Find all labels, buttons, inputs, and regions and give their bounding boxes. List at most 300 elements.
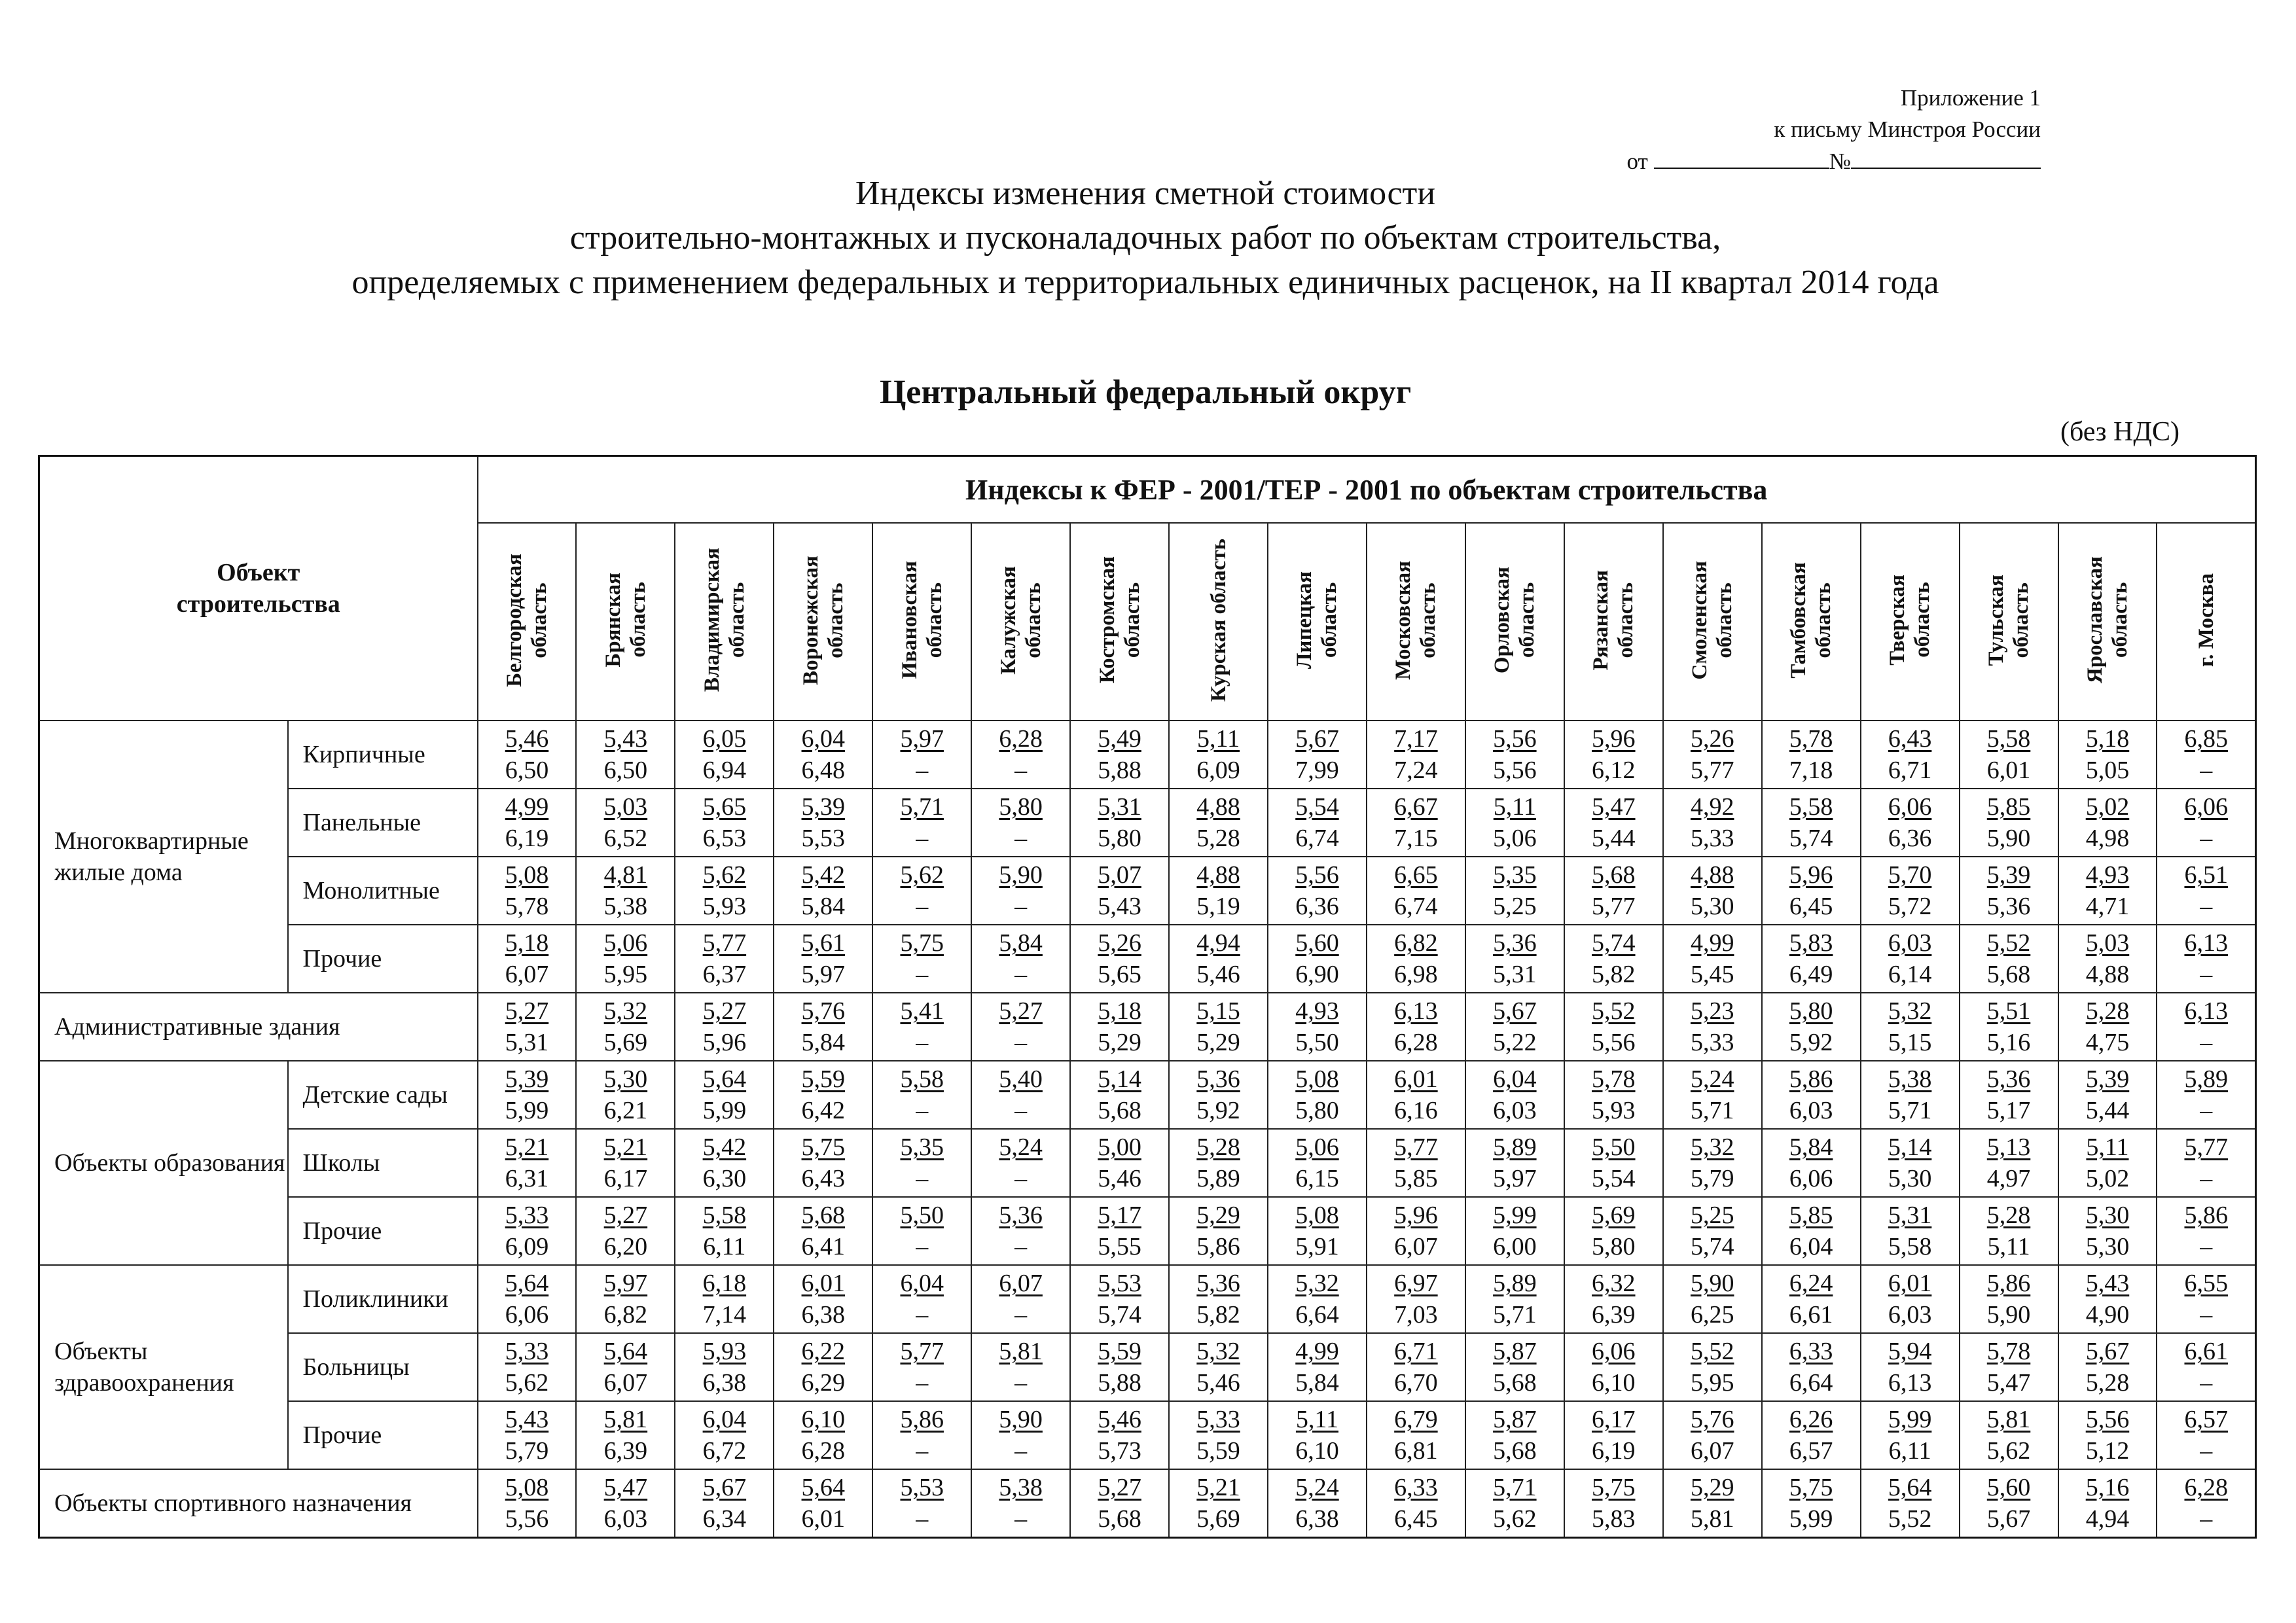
ter-index: 5,79 (505, 1437, 549, 1465)
fer-index: 5,52 (1592, 997, 1636, 1025)
index-cell (1268, 721, 1367, 789)
ter-index: 5,43 (1098, 893, 1141, 920)
fer-index: 5,86 (900, 1406, 944, 1433)
object-subtype: Детские сады (288, 1061, 478, 1129)
ter-index: 6,50 (505, 757, 549, 784)
fer-index: 5,52 (1690, 1338, 1734, 1365)
ter-index: 5,31 (505, 1029, 549, 1056)
fer-index: 5,06 (1295, 1133, 1339, 1161)
ter-index: 5,56 (1592, 1029, 1636, 1056)
ter-index: 6,64 (1789, 1369, 1833, 1397)
index-cell (1762, 925, 1861, 993)
index-cell (774, 857, 872, 925)
object-header-text: Объект строительства (176, 559, 340, 618)
fer-index: 6,33 (1394, 1474, 1438, 1501)
ter-index: 6,01 (1986, 757, 2031, 784)
ter-index: 7,18 (1789, 757, 1833, 784)
index-cell (1861, 1129, 1960, 1197)
index-cell (1663, 1469, 1762, 1538)
ter-index: – (916, 1369, 929, 1397)
fer-index: 4,88 (1690, 861, 1734, 889)
fer-index: 5,64 (1888, 1474, 1932, 1501)
ter-index: 5,25 (1493, 893, 1537, 920)
index-cell (1762, 789, 1861, 857)
fer-index: 5,47 (1592, 793, 1636, 821)
ter-index: 5,71 (1493, 1301, 1537, 1329)
index-cell (774, 993, 872, 1061)
ter-index: 5,22 (1493, 1029, 1537, 1056)
region-header (576, 523, 675, 721)
ter-index: 6,43 (801, 1165, 846, 1192)
table-row (39, 721, 2256, 789)
fer-index: 5,75 (1592, 1474, 1636, 1501)
index-cell (971, 993, 1070, 1061)
fer-index: 5,11 (1295, 1406, 1339, 1433)
fer-index: 4,88 (1196, 793, 1240, 821)
index-cell (576, 925, 675, 993)
ter-index: 6,64 (1295, 1301, 1339, 1329)
index-cell (1070, 1197, 1169, 1265)
ter-index: 6,81 (1394, 1437, 1438, 1465)
region-name: Курская область (1206, 538, 1230, 702)
ter-index: 6,07 (1690, 1437, 1734, 1465)
region-header (1960, 523, 2058, 721)
index-cell (1367, 857, 1465, 925)
appendix-number-blank (1851, 145, 2041, 169)
index-cell (2058, 1129, 2157, 1197)
ter-index: 5,81 (1690, 1505, 1734, 1533)
appendix-line1: Приложение 1 (1900, 85, 2041, 111)
index-cell (1960, 1129, 2058, 1197)
fer-index: 5,43 (603, 725, 648, 753)
ter-index: 5,55 (1098, 1233, 1141, 1260)
index-cell (1268, 1333, 1367, 1401)
ter-index: 5,58 (1888, 1233, 1932, 1260)
index-cell (2157, 1061, 2255, 1129)
fer-index: 6,01 (1888, 1270, 1932, 1297)
region-name: Белгородская область (502, 553, 551, 687)
index-cell (1465, 925, 1564, 993)
fer-index: 5,61 (801, 929, 846, 957)
index-cell (1960, 1333, 2058, 1401)
vat-note: (без НДС) (2060, 417, 2179, 447)
fer-index: 5,40 (999, 1065, 1043, 1093)
index-cell (1169, 925, 1268, 993)
index-cell (1762, 993, 1861, 1061)
ter-index: – (916, 1301, 929, 1329)
index-cell (872, 1401, 971, 1469)
ter-index: – (2200, 1097, 2213, 1124)
fer-index: 5,67 (702, 1474, 747, 1501)
fer-index: 5,80 (1789, 997, 1833, 1025)
ter-index: – (1014, 757, 1028, 784)
ter-index: 6,90 (1295, 961, 1339, 988)
fer-index: 5,96 (1592, 725, 1636, 753)
fer-index: 5,84 (1789, 1133, 1833, 1161)
fer-index: 5,27 (1098, 1474, 1141, 1501)
fer-index: 5,27 (702, 997, 747, 1025)
ter-index: 5,68 (1493, 1369, 1537, 1397)
ter-index: 5,95 (1690, 1369, 1734, 1397)
fer-index: 5,60 (1986, 1474, 2031, 1501)
fer-index: 5,30 (603, 1065, 648, 1093)
index-cell (576, 1469, 675, 1538)
fer-index: 6,03 (1888, 929, 1932, 957)
index-cell (1960, 721, 2058, 789)
index-cell (675, 1333, 774, 1401)
ter-index: 6,09 (1196, 757, 1240, 784)
ter-index: 5,62 (1493, 1505, 1537, 1533)
fer-index: 6,97 (1394, 1270, 1438, 1297)
index-cell (1564, 1129, 1663, 1197)
index-cell (1465, 1401, 1564, 1469)
ter-index: 4,75 (2085, 1029, 2130, 1056)
index-cell (576, 1197, 675, 1265)
fer-index: 5,32 (1295, 1270, 1339, 1297)
ter-index: 6,03 (1493, 1097, 1537, 1124)
ter-index: 5,69 (603, 1029, 648, 1056)
fer-index: 5,52 (1986, 929, 2031, 957)
ter-index: 6,07 (603, 1369, 648, 1397)
fer-index: 5,33 (505, 1202, 549, 1229)
fer-index: 6,17 (1592, 1406, 1636, 1433)
fer-index: 5,90 (999, 1406, 1043, 1433)
index-cell (2058, 1469, 2157, 1538)
ter-index: 6,10 (1295, 1437, 1339, 1465)
appendix-from-label: от (1626, 149, 1648, 174)
ter-index: 5,29 (1196, 1029, 1240, 1056)
fer-index: 5,85 (1789, 1202, 1833, 1229)
fer-index: 5,29 (1690, 1474, 1734, 1501)
index-cell (1861, 1197, 1960, 1265)
ter-index: – (2200, 1029, 2213, 1056)
index-cell (1861, 1401, 1960, 1469)
index-cell (2157, 1401, 2255, 1469)
index-cell (1960, 1401, 2058, 1469)
ter-index: 5,93 (702, 893, 747, 920)
ter-index: – (2200, 1437, 2213, 1465)
region-header (1564, 523, 1663, 721)
ter-index: 7,24 (1394, 757, 1438, 784)
index-cell (1465, 857, 1564, 925)
index-cell (1960, 925, 2058, 993)
index-cell (478, 857, 577, 925)
fer-index: 6,85 (2184, 725, 2228, 753)
ter-index: 7,14 (702, 1301, 747, 1329)
fer-index: 5,99 (1888, 1406, 1932, 1433)
fer-index: 5,29 (1196, 1202, 1240, 1229)
fer-index: 7,17 (1394, 725, 1438, 753)
fer-index: 5,60 (1295, 929, 1339, 957)
index-cell (2157, 1197, 2255, 1265)
region-header (1465, 523, 1564, 721)
index-cell (478, 1061, 577, 1129)
index-cell (1663, 1333, 1762, 1401)
ter-index: – (1014, 961, 1028, 988)
index-cell (971, 721, 1070, 789)
fer-index: 5,43 (505, 1406, 549, 1433)
index-cell (971, 1333, 1070, 1401)
region-name: Костромская область (1095, 556, 1144, 684)
fer-index: 5,46 (1098, 1406, 1141, 1433)
object-subtype: Прочие (288, 1401, 478, 1469)
fer-index: 6,06 (1592, 1338, 1636, 1365)
ter-index: 5,83 (1592, 1505, 1636, 1533)
region-header (1762, 523, 1861, 721)
fer-index: 5,07 (1098, 861, 1141, 889)
fer-index: 5,08 (505, 1474, 549, 1501)
index-cell (576, 721, 675, 789)
ter-index: 6,15 (1295, 1165, 1339, 1192)
fer-index: 6,79 (1394, 1406, 1438, 1433)
ter-index: 5,99 (702, 1097, 747, 1124)
index-cell (1861, 1469, 1960, 1538)
fer-index: 5,39 (505, 1065, 549, 1093)
index-cell (1762, 1129, 1861, 1197)
index-cell (1268, 1061, 1367, 1129)
ter-index: 5,46 (1196, 1369, 1240, 1397)
fer-index: 4,93 (2085, 861, 2130, 889)
ter-index: 6,36 (1888, 825, 1932, 852)
ter-index: 5,54 (1592, 1165, 1636, 1192)
ter-index: 5,68 (1493, 1437, 1537, 1465)
region-name: Орловская область (1490, 566, 1539, 674)
fer-index: 6,65 (1394, 861, 1438, 889)
fer-index: 5,84 (999, 929, 1043, 957)
fer-index: 5,97 (603, 1270, 648, 1297)
fer-index: 6,04 (801, 725, 846, 753)
fer-index: 6,10 (801, 1406, 846, 1433)
fer-index: 5,42 (801, 861, 846, 889)
ter-index: 5,77 (1592, 893, 1636, 920)
fer-index: 5,64 (702, 1065, 747, 1093)
index-cell (1070, 1265, 1169, 1333)
ter-index: 5,11 (1987, 1233, 2030, 1260)
fer-index: 5,23 (1690, 997, 1734, 1025)
ter-index: 6,48 (801, 757, 846, 784)
ter-index: 5,62 (505, 1369, 549, 1397)
ter-index: 5,74 (1690, 1233, 1734, 1260)
fer-index: 5,26 (1098, 929, 1141, 957)
index-cell (1564, 1333, 1663, 1401)
index-cell (1070, 1401, 1169, 1469)
index-cell (1070, 1129, 1169, 1197)
index-cell (576, 993, 675, 1061)
ter-index: 4,88 (2085, 961, 2130, 988)
ter-index: 5,69 (1196, 1505, 1240, 1533)
ter-index: 5,96 (702, 1029, 747, 1056)
fer-index: 5,96 (1394, 1202, 1438, 1229)
ter-index: 5,89 (1196, 1165, 1240, 1192)
fer-index: 5,75 (900, 929, 944, 957)
index-cell (1564, 1265, 1663, 1333)
index-cell (2157, 789, 2255, 857)
ter-index: 6,13 (1888, 1369, 1932, 1397)
object-subtype: Школы (288, 1129, 478, 1197)
fer-index: 5,43 (2085, 1270, 2130, 1297)
index-cell (1861, 721, 1960, 789)
ter-index: 5,90 (1986, 1301, 2031, 1329)
ter-index: 5,86 (1196, 1233, 1240, 1260)
fer-index: 5,33 (1196, 1406, 1240, 1433)
ter-index: 5,91 (1295, 1233, 1339, 1260)
index-cell (1564, 993, 1663, 1061)
appendix-number-label: № (1829, 149, 1851, 174)
ter-index: 6,53 (702, 825, 747, 852)
index-cell (675, 993, 774, 1061)
ter-index: 5,71 (1690, 1097, 1734, 1124)
index-cell (1465, 1265, 1564, 1333)
region-name: Ивановская область (897, 561, 946, 679)
ter-index: 5,53 (801, 825, 846, 852)
ter-index: 5,56 (505, 1505, 549, 1533)
index-cell (1564, 925, 1663, 993)
main-header: Индексы к ФЕР - 2001/ТЕР - 2001 по объектам строительства (478, 456, 2256, 524)
ter-index: 6,49 (1789, 961, 1833, 988)
index-cell (576, 1265, 675, 1333)
fer-index: 5,26 (1690, 725, 1734, 753)
ter-index: 5,99 (505, 1097, 549, 1124)
ter-index: 6,39 (603, 1437, 648, 1465)
table-row (39, 1129, 2256, 1197)
index-cell (1070, 925, 1169, 993)
ter-index: 6,38 (801, 1301, 846, 1329)
fer-index: 5,94 (1888, 1338, 1932, 1365)
fer-index: 5,36 (1196, 1270, 1240, 1297)
fer-index: 5,56 (1493, 725, 1537, 753)
index-cell (675, 1265, 774, 1333)
object-subtype: Прочие (288, 925, 478, 993)
fer-index: 5,81 (999, 1338, 1043, 1365)
ter-index: – (916, 1233, 929, 1260)
ter-index: 7,03 (1394, 1301, 1438, 1329)
fer-index: 5,58 (900, 1065, 944, 1093)
index-cell (2157, 721, 2255, 789)
index-cell (675, 789, 774, 857)
fer-index: 5,54 (1295, 793, 1339, 821)
fer-index: 5,71 (1493, 1474, 1537, 1501)
appendix-line2: к письму Минстроя России (1774, 116, 2041, 142)
region-header (675, 523, 774, 721)
fer-index: 5,41 (900, 997, 944, 1025)
fer-index: 6,33 (1789, 1338, 1833, 1365)
index-cell (576, 1129, 675, 1197)
index-cell (1564, 1061, 1663, 1129)
table-row (39, 857, 2256, 925)
region-name: Тверская область (1886, 575, 1935, 666)
region-name: Рязанская область (1589, 569, 1638, 671)
index-cell (1465, 1197, 1564, 1265)
ter-index: 5,84 (801, 893, 846, 920)
index-cell (1268, 925, 1367, 993)
index-cell (1367, 1401, 1465, 1469)
index-cell (1663, 1401, 1762, 1469)
ter-index: 6,00 (1493, 1233, 1537, 1260)
fer-index: 5,14 (1888, 1133, 1932, 1161)
fer-index: 5,14 (1098, 1065, 1141, 1093)
index-cell (971, 1061, 1070, 1129)
ter-index: 5,82 (1196, 1301, 1240, 1329)
ter-index: – (916, 1097, 929, 1124)
fer-index: 5,27 (505, 997, 549, 1025)
ter-index: 5,28 (1196, 825, 1240, 852)
ter-index: – (2200, 1505, 2213, 1533)
ter-index: 5,82 (1592, 961, 1636, 988)
ter-index: 5,78 (505, 893, 549, 920)
fer-index: 5,77 (1394, 1133, 1438, 1161)
ter-index: – (2200, 825, 2213, 852)
ter-index: – (1014, 1505, 1028, 1533)
region-name: Ярославская область (2083, 556, 2132, 684)
ter-index: – (1014, 893, 1028, 920)
index-cell (1861, 1333, 1960, 1401)
fer-index: 6,57 (2184, 1406, 2228, 1433)
ter-index: 6,04 (1789, 1233, 1833, 1260)
fer-index: 6,71 (1394, 1338, 1438, 1365)
index-cell (1169, 1469, 1268, 1538)
object-subtype: Панельные (288, 789, 478, 857)
ter-index: 5,29 (1098, 1029, 1141, 1056)
ter-index: 6,38 (702, 1369, 747, 1397)
index-cell (1762, 1469, 1861, 1538)
ter-index: 5,06 (1493, 825, 1537, 852)
fer-index: 6,04 (702, 1406, 747, 1433)
ter-index: 6,71 (1888, 757, 1932, 784)
table-row (39, 1265, 2256, 1333)
index-cell (1367, 1265, 1465, 1333)
index-cell (1663, 721, 1762, 789)
index-cell (872, 1061, 971, 1129)
fer-index: 5,70 (1888, 861, 1932, 889)
index-cell (675, 857, 774, 925)
index-cell (1367, 1197, 1465, 1265)
index-table (38, 455, 2257, 1539)
index-cell (675, 1469, 774, 1538)
fer-index: 6,32 (1592, 1270, 1636, 1297)
fer-index: 5,08 (1295, 1202, 1339, 1229)
ter-index: 5,93 (1592, 1097, 1636, 1124)
ter-index: 6,17 (603, 1165, 648, 1192)
ter-index: 6,28 (1394, 1029, 1438, 1056)
index-cell (1367, 1129, 1465, 1197)
index-cell (872, 1197, 971, 1265)
ter-index: – (1014, 1097, 1028, 1124)
ter-index: 4,71 (2085, 893, 2130, 920)
ter-index: 6,20 (603, 1233, 648, 1260)
object-subtype: Кирпичные (288, 721, 478, 789)
fer-index: 5,59 (1098, 1338, 1141, 1365)
region-name: г. Москва (2194, 573, 2218, 667)
ter-index: 4,90 (2085, 1301, 2130, 1329)
fer-index: 5,36 (1986, 1065, 2031, 1093)
index-cell (2157, 925, 2255, 993)
fer-index: 6,28 (999, 725, 1043, 753)
ter-index: – (1014, 1301, 1028, 1329)
index-cell (1663, 1265, 1762, 1333)
fer-index: 5,03 (2085, 929, 2130, 957)
fer-index: 5,32 (1690, 1133, 1734, 1161)
ter-index: 6,74 (1394, 893, 1438, 920)
index-cell (774, 1129, 872, 1197)
fer-index: 5,02 (2085, 793, 2130, 821)
index-cell (1663, 857, 1762, 925)
fer-index: 4,81 (603, 861, 648, 889)
fer-index: 5,27 (603, 1202, 648, 1229)
ter-index: 5,68 (1098, 1097, 1141, 1124)
index-cell (2157, 1469, 2255, 1538)
ter-index: – (916, 1437, 929, 1465)
index-cell (1960, 857, 2058, 925)
